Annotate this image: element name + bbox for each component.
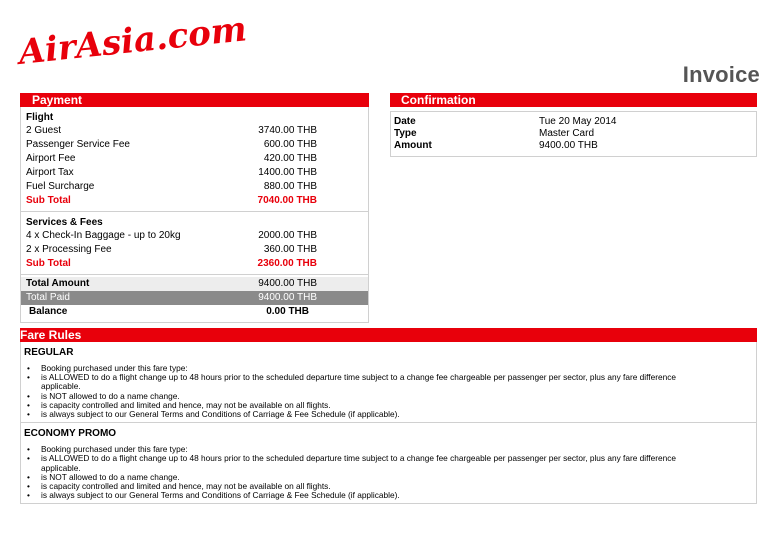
fare-rules-panel: [20, 328, 757, 504]
total-amount-row: Total Amount 9400.00 THB: [21, 277, 368, 291]
confirmation-amount: Amount 9400.00 THB: [394, 140, 598, 151]
services-subtotal: Sub Total 2360.00 THB: [26, 258, 317, 269]
fare-bullet: • is capacity controlled and limited and hence, may not be available on all flights.: [24, 482, 751, 491]
fare-bullet: • is ALLOWED to do a flight change up to 48 hours prior to the scheduled departure time subject to a change fee chargeable per passenger per sector, plus any fare difference applicable.: [24, 454, 751, 472]
line-item: Airport Fee 420.00 THB: [26, 153, 317, 164]
fare-rules-header: Fare Rules: [20, 328, 757, 342]
fare-bullet: • is NOT allowed to do a name change.: [24, 473, 751, 482]
fare-bullet: • is ALLOWED to do a flight change up to 48 hours prior to the scheduled departure time subject to a change fee chargeable per passenger per sector, plus any fare difference applicable.: [24, 373, 751, 391]
flight-section: [21, 107, 368, 212]
services-title: Services & Fees: [26, 217, 103, 228]
fare-bullet: • Booking purchased under this fare type:: [24, 445, 751, 454]
fare-bullet: • is always subject to our General Terms and Conditions of Carriage & Fee Schedule (if applicable).: [24, 410, 751, 419]
fare-bullets: [24, 445, 751, 500]
fare-bullet: • is capacity controlled and limited and hence, may not be available on all flights.: [24, 401, 751, 410]
fare-bullet: • is always subject to our General Terms and Conditions of Carriage & Fee Schedule (if applicable).: [24, 491, 751, 500]
line-item: 4 x Check-In Baggage - up to 20kg 2000.00 THB: [26, 230, 317, 241]
balance-row: Balance 0.00 THB: [29, 306, 309, 317]
flight-title: Flight: [26, 112, 54, 123]
line-item: Airport Tax 1400.00 THB: [26, 167, 317, 178]
line-item: Passenger Service Fee 600.00 THB: [26, 139, 317, 150]
line-item: 2 Guest 3740.00 THB: [26, 125, 317, 136]
line-item: Fuel Surcharge 880.00 THB: [26, 181, 317, 192]
confirmation-date: Date Tue 20 May 2014: [394, 116, 617, 127]
fare-bullet: • Booking purchased under this fare type:: [24, 364, 751, 373]
totals-section: [21, 275, 368, 322]
fare-section-economy-promo: [21, 423, 756, 503]
invoice-title: Invoice: [682, 62, 760, 87]
confirmation-type: Type Master Card: [394, 128, 595, 139]
line-item: 2 x Processing Fee 360.00 THB: [26, 244, 317, 255]
confirmation-header: Confirmation: [390, 93, 757, 107]
payment-header: Payment: [20, 93, 369, 107]
airasia-logo: [16, 9, 249, 80]
total-paid-row: Total Paid 9400.00 THB: [21, 291, 368, 305]
fare-section-title: ECONOMY PROMO: [24, 428, 117, 440]
logo-wordmark: AirAsia.com: [16, 9, 249, 73]
flight-subtotal: Sub Total 7040.00 THB: [26, 195, 317, 206]
payment-panel: [20, 93, 369, 323]
fare-section-regular: [21, 342, 756, 423]
fare-bullet: • is NOT allowed to do a name change.: [24, 392, 751, 401]
fare-section-title: REGULAR: [24, 347, 74, 358]
fare-bullets: [24, 364, 751, 419]
services-section: [21, 212, 368, 275]
confirmation-panel: [390, 93, 757, 157]
